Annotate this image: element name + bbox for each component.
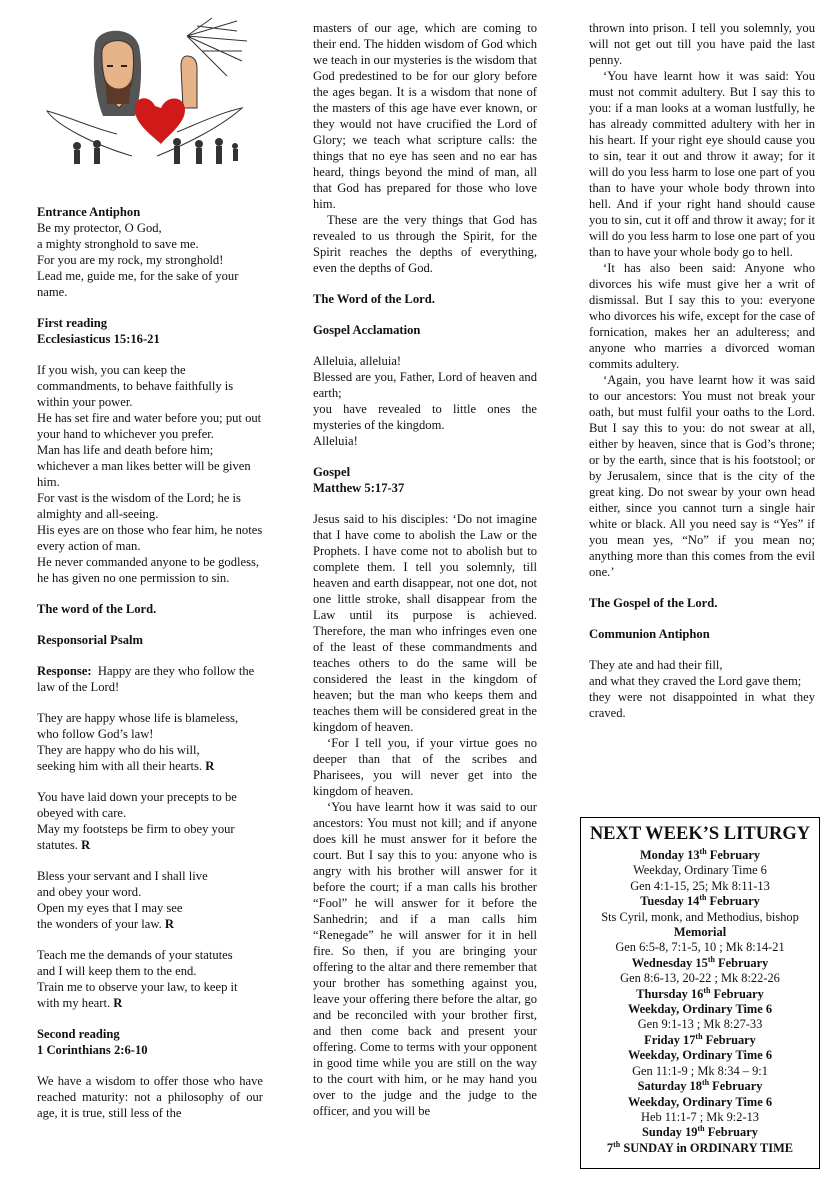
communion-line: They ate and had their fill, [589,658,723,672]
stanza-line: May my footsteps be firm to obey your statutes. R [37,822,235,852]
liturgy-refs: Gen 11:1-9 ; Mk 8:34 – 9:1 [632,1063,768,1078]
second-reading-ref: 1 Corinthians 2:6-10 [37,1043,148,1057]
acclamation-line: Alleluia! [313,434,358,448]
response-mark: R [81,838,91,852]
liturgy-refs: Gen 8:6-13, 20-22 ; Mk 8:22-26 [620,971,780,986]
stanza-line: Train me to observe your law, to keep it with my heart. R [37,980,238,1010]
entrance-line: For you are my rock, my stronghold! [37,253,224,267]
first-reading-line: For vast is the wisdom of the Lord; he is almighty and all-seeing. [37,491,241,521]
next-week-liturgy-box [580,817,820,1169]
stanza-line: and obey your word. [37,885,142,899]
liturgy-day-tuesday: Tuesday 14th February [640,893,760,909]
gospel-text: Jesus said to his disciples: ‘Do not imagine that I have come to abolish the Law or the Prophets. I have come not to abolish but to complete them. I tell you solemnly, till heaven and earth disappear, not one dot, not one little stroke, shall disappear from the Law until its purpose is achieved. Therefore, the man who infringes even one of the least of these commandments and teaches others to do the same will be considered the least in the kingdom of heaven; but the man who keeps them and teaches them will be considered great in the kingdom of heaven. [313,512,537,734]
column-2 [313,20,537,1119]
liturgy-day-saturday: Saturday 18th February [637,1077,763,1094]
liturgy-day-wednesday: Wednesday 15th February [631,954,769,970]
liturgy-desc: Weekday, Ordinary Time 6 [627,1094,773,1109]
word-of-lord: The word of the Lord. [37,602,157,616]
second-reading-heading: Second reading [37,1027,120,1041]
first-reading-line: His eyes are on those who fear him, he notes every action of man. [37,523,263,553]
liturgy-day-friday: Friday 17th February [644,1031,756,1047]
jesus-heart-illustration [37,16,265,196]
first-reading-line: Man has life and death before him; whichever a man likes better will be given him. [37,443,251,489]
entrance-line: a mighty stronghold to save me. [37,237,199,251]
response-text: Happy are they who follow the law of the Lord! [37,664,255,694]
gospel-acclamation-heading: Gospel Acclamation [313,323,421,337]
stanza-line: Teach me the demands of your statutes [37,948,233,962]
stanza-line: Open my eyes that I may see [37,901,183,915]
liturgy-title: NEXT WEEK’S LITURGY [589,824,811,844]
gospel-text: ‘You have learnt how it was said to our ancestors: You must not kill; and if anyone does kill he must answer for it before the court. But I say this to you: anyone who is angry with his brother will answer for it before the court; if a man calls his brother “Fool” he will answer for it before the Sanhedrin; and if a man calls him “Renegade” he will answer for it in hell fire. So then, if you are bringing your offering to the altar and there remember that your brother has something against you, leave your offering there before the altar, go and be reconciled with your brother first, and then come back and present your offering. Come to terms with your opponent in good time while you are still on the way to the court with him, or he may hand you over to the judge and the judge to the officer, and you will be [313,800,537,1118]
liturgy-memorial: Memorial [673,925,727,940]
liturgy-refs: Heb 11:1-7 ; Mk 9:2-13 [641,1109,759,1124]
stanza-line: They are happy who do his will, [37,743,200,757]
communion-line: and what they craved the Lord gave them; [589,674,802,688]
entrance-line: Be my protector, O God, [37,221,162,235]
acclamation-line: Alleluia, alleluia! [313,354,402,368]
liturgy-day-thursday: Thursday 16th February [636,985,764,1001]
gospel-text: ‘For I tell you, if your virtue goes no deeper than that of the scribes and Pharisees, you will never get into the kingdom of heaven. [313,736,537,798]
liturgy-desc: Weekday, Ordinary Time 6 [627,1002,773,1017]
liturgy-refs: Gen 9:1-13 ; Mk 8:27-33 [637,1017,763,1032]
gospel-text: ‘It has also been said: Anyone who divorces his wife must give her a writ of dismissal. But I say this to you: everyone who divorces his wife, except for the case of fornication, makes her an adulteress; and anyone who marries a divorced woman commits adultery. [589,261,815,371]
liturgy-desc: Weekday, Ordinary Time 6 [633,863,767,878]
second-reading-text: masters of our age, which are coming to their end. The hidden wisdom of God which we teach in our mysteries is the wisdom that God predestined to be for our glory before the ages began. It is a wisdom that none of the masters of this age have ever known, or they would not have crucified the Lord of Glory; we teach what scripture calls: the things that no eye has seen and no ear has heard, things beyond the mind of man, all that God has prepared for those who love him. [313,21,537,211]
liturgy-desc: Weekday, Ordinary Time 6 [627,1048,773,1063]
gospel-ref: Matthew 5:17-37 [313,481,405,495]
gospel-text: thrown into prison. I tell you solemnly, you will not get out till you have paid the last penny. [589,21,815,67]
gospel-of-lord: The Gospel of the Lord. [589,596,718,610]
first-reading-ref: Ecclesiasticus 15:16-21 [37,332,160,346]
word-of-lord: The Word of the Lord. [313,292,435,306]
psalm-heading: Responsorial Psalm [37,633,144,647]
communion-antiphon-heading: Communion Antiphon [589,627,710,641]
second-reading-text: These are the very things that God has revealed to us through the Spirit, for the Spirit reaches the depths of everything, even the depths of God. [313,213,537,275]
stanza-line: and I will keep them to the end. [37,964,197,978]
first-reading-heading: First reading [37,316,108,330]
first-reading-line: He never commanded anyone to be godless, he has given no one permission to sin. [37,555,260,585]
communion-line: they were not disappointed in what they craved. [589,690,815,720]
liturgy-refs: Gen 6:5-8, 7:1-5, 10 ; Mk 8:14-21 [615,940,785,955]
stanza-line: the wonders of your law. R [37,917,175,931]
response-mark: R [205,759,215,773]
first-reading-line: If you wish, you can keep the commandments, to behave faithfully is within your power. [37,363,234,409]
first-reading-line: He has set fire and water before you; put out your hand to whichever you prefer. [37,411,262,441]
column-1 [37,16,263,1121]
acclamation-line: you have revealed to little ones the mysteries of the kingdom. [313,402,537,432]
liturgy-day-sunday: Sunday 19th February [642,1124,758,1140]
entrance-line: Lead me, guide me, for the sake of your name. [37,269,239,299]
response-label: Response: [37,664,92,678]
gospel-text: ‘Again, you have learnt how it was said to our ancestors: You must not break your oath, but must fulfil your oaths to the Lord. But I say this to you: do not swear at all, either by heaven, since that is God’s throne; or by the earth, since that is his footstool; or by Jerusalem, since that is the city of the great king. Do not swear by your own head either, since you cannot turn a single hair white or black. All you need say is “Yes” if you mean yes, “No” if you mean no; anything more than this comes from the evil one.’ [589,373,815,579]
stanza-line: who follow God’s law! [37,727,154,741]
stanza-line: Bless your servant and I shall live [37,869,208,883]
psalm-response [37,663,263,695]
liturgy-desc: Sts Cyril, monk, and Methodius, bishop [601,909,799,924]
column-3 [589,20,815,721]
gospel-text: ‘You have learnt how it was said: You must not commit adultery. But I say this to you: if a man looks at a woman lustfully, he has already committed adultery with her in his heart. If your right eye should cause you to sin, tear it out and throw it away; for it will do you less harm to lose one part of you than to have your whole body thrown into hell. And if your right hand should cause you to sin, cut it off and throw it away; for it will do you less harm to lose one part of you than to have your whole body go to hell. [589,69,815,259]
response-mark: R [164,917,175,931]
acclamation-line: Blessed are you, Father, Lord of heaven and earth; [313,370,537,400]
second-reading-text: We have a wisdom to offer those who have reached maturity: not a philosophy of our age, it is true, still less of the [37,1074,263,1120]
gospel-heading: Gospel [313,465,351,479]
stanza-line: They are happy whose life is blameless, [37,711,239,725]
entrance-antiphon-heading: Entrance Antiphon [37,205,141,219]
liturgy-refs: Gen 4:1-15, 25; Mk 8:11-13 [630,878,770,893]
stanza-line: You have laid down your precepts to be obeyed with care. [37,790,237,820]
stanza-line: seeking him with all their hearts. R [37,759,215,773]
liturgy-sunday-title: 7th SUNDAY in ORDINARY TIME [606,1139,794,1155]
liturgy-day-monday: Monday 13th February [639,846,761,862]
response-mark: R [113,996,123,1010]
